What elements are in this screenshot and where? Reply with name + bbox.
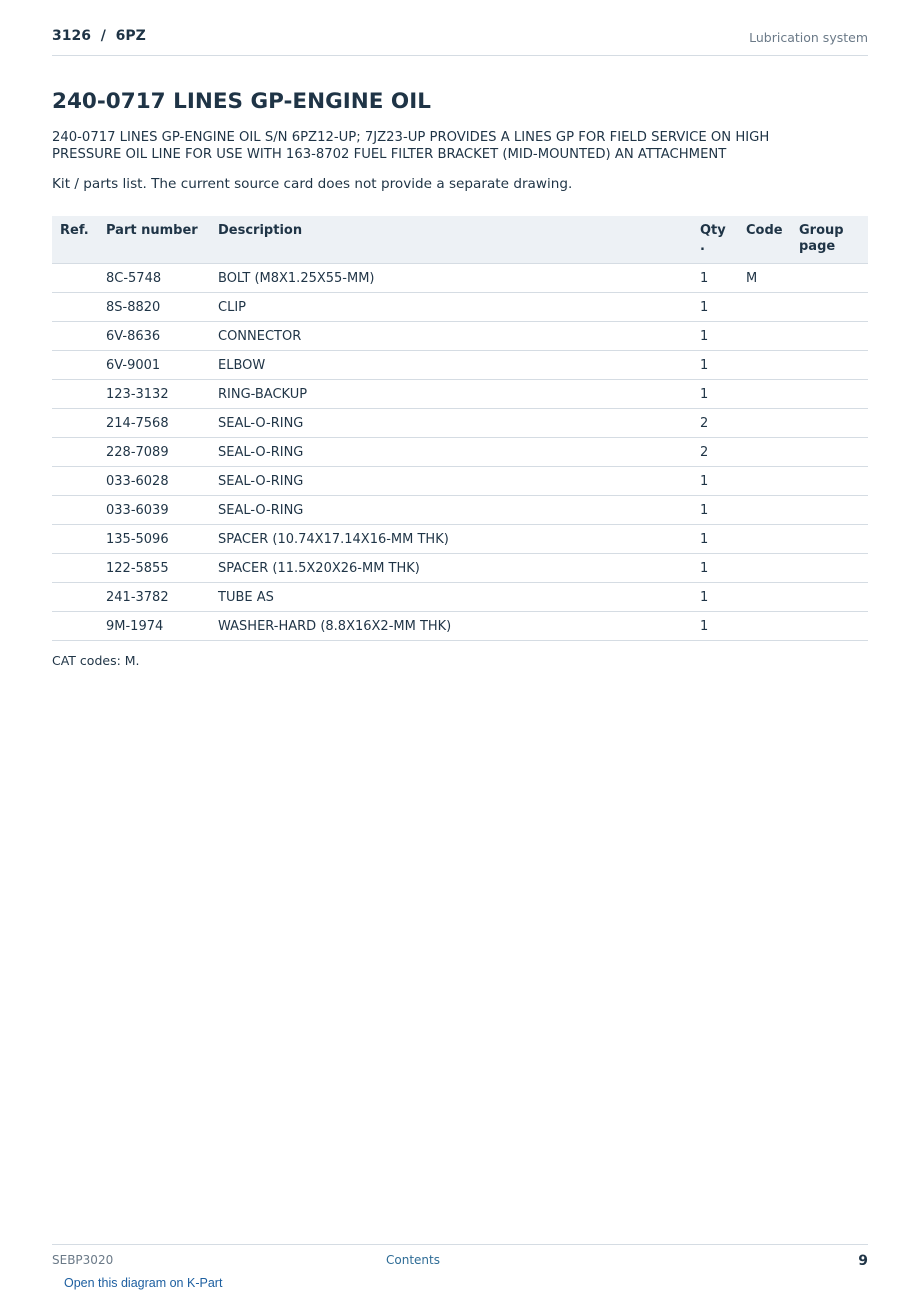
cell-group-page (791, 554, 868, 583)
cell-part-number: 033-6028 (98, 467, 210, 496)
cell-description: CONNECTOR (210, 322, 692, 351)
cell-description: SEAL-O-RING (210, 438, 692, 467)
cell-description: SEAL-O-RING (210, 496, 692, 525)
cell-qty: 1 (692, 554, 738, 583)
cell-part-number: 6V-9001 (98, 351, 210, 380)
table-row (52, 322, 868, 351)
table-row (52, 293, 868, 322)
cell-qty: 2 (692, 438, 738, 467)
cell-qty: 1 (692, 264, 738, 293)
cell-ref (52, 467, 98, 496)
cell-ref (52, 612, 98, 641)
parts-table (52, 216, 868, 641)
col-group-page-header: Group page (791, 216, 868, 264)
cell-description: SPACER (11.5X20X26-MM THK) (210, 554, 692, 583)
cell-ref (52, 264, 98, 293)
cat-codes-note: CAT codes: M. (52, 653, 140, 668)
cell-part-number: 033-6039 (98, 496, 210, 525)
cell-ref (52, 322, 98, 351)
cell-group-page (791, 380, 868, 409)
parts-table-body (52, 264, 868, 641)
cell-part-number: 122-5855 (98, 554, 210, 583)
cell-ref (52, 554, 98, 583)
col-qty-header: Qty . (692, 216, 738, 264)
cell-part-number: 241-3782 (98, 583, 210, 612)
cell-description: WASHER-HARD (8.8X16X2-MM THK) (210, 612, 692, 641)
open-kpart-link[interactable]: Open this diagram on K-Part (64, 1276, 223, 1290)
page-title: 240-0717 LINES GP-ENGINE OIL (52, 89, 431, 114)
col-description-header: Description (210, 216, 692, 264)
table-row (52, 612, 868, 641)
cell-part-number: 214-7568 (98, 409, 210, 438)
cell-group-page (791, 525, 868, 554)
contents-link[interactable]: Contents (386, 1253, 440, 1267)
cell-group-page (791, 264, 868, 293)
col-part-number-header: Part number (98, 216, 210, 264)
cell-part-number: 123-3132 (98, 380, 210, 409)
table-row (52, 525, 868, 554)
table-row (52, 554, 868, 583)
cell-code (738, 351, 791, 380)
cell-qty: 2 (692, 409, 738, 438)
cell-part-number: 8C-5748 (98, 264, 210, 293)
cell-code (738, 612, 791, 641)
cell-description: ELBOW (210, 351, 692, 380)
cell-code (738, 467, 791, 496)
cell-code (738, 525, 791, 554)
part-description: 240-0717 LINES GP-ENGINE OIL S/N 6PZ12-UP; 7JZ23-UP PROVIDES A LINES GP FOR FIELD SERVICE ON HIGH PRESSURE OIL LINE FOR USE WITH 163-8702 FUEL FILTER BRACKET (MID-MOUNTED) AN ATTACHMENT (52, 130, 770, 162)
table-row (52, 264, 868, 293)
cell-description: BOLT (M8X1.25X55-MM) (210, 264, 692, 293)
cell-ref (52, 409, 98, 438)
table-row (52, 351, 868, 380)
cell-part-number: 228-7089 (98, 438, 210, 467)
cell-qty: 1 (692, 525, 738, 554)
cell-part-number: 6V-8636 (98, 322, 210, 351)
cell-qty: 1 (692, 583, 738, 612)
cell-ref (52, 293, 98, 322)
cell-code (738, 554, 791, 583)
cell-qty: 1 (692, 322, 738, 351)
cell-description: SPACER (10.74X17.14X16-MM THK) (210, 525, 692, 554)
page-header (52, 28, 868, 56)
cell-code (738, 496, 791, 525)
cell-ref (52, 496, 98, 525)
col-code-header: Code (738, 216, 791, 264)
cell-description: CLIP (210, 293, 692, 322)
page-number: 9 (858, 1253, 868, 1269)
cell-description: TUBE AS (210, 583, 692, 612)
table-row (52, 583, 868, 612)
table-row (52, 380, 868, 409)
header-section: Lubrication system (749, 30, 868, 45)
cell-description: RING-BACKUP (210, 380, 692, 409)
cell-group-page (791, 467, 868, 496)
table-header-row (52, 216, 868, 264)
cell-code: M (738, 264, 791, 293)
cell-group-page (791, 438, 868, 467)
table-row (52, 467, 868, 496)
cell-group-page (791, 322, 868, 351)
cell-part-number: 9M-1974 (98, 612, 210, 641)
page-footer (52, 1244, 868, 1290)
cell-qty: 1 (692, 293, 738, 322)
cell-ref (52, 380, 98, 409)
cell-code (738, 583, 791, 612)
cell-group-page (791, 583, 868, 612)
table-row (52, 496, 868, 525)
cell-ref (52, 438, 98, 467)
cell-qty: 1 (692, 467, 738, 496)
cell-ref (52, 583, 98, 612)
table-row (52, 409, 868, 438)
cell-ref (52, 525, 98, 554)
cell-qty: 1 (692, 496, 738, 525)
cell-ref (52, 351, 98, 380)
cell-part-number: 8S-8820 (98, 293, 210, 322)
table-row (52, 438, 868, 467)
cell-group-page (791, 409, 868, 438)
source-note: Kit / parts list. The current source card does not provide a separate drawing. (52, 176, 573, 192)
cell-description: SEAL-O-RING (210, 467, 692, 496)
col-ref-header: Ref. (52, 216, 98, 264)
footer-doc-id: SEBP3020 (52, 1253, 114, 1267)
cell-part-number: 135-5096 (98, 525, 210, 554)
cell-description: SEAL-O-RING (210, 409, 692, 438)
cell-group-page (791, 293, 868, 322)
cell-qty: 1 (692, 612, 738, 641)
page (52, 0, 868, 1300)
cell-group-page (791, 496, 868, 525)
cell-code (738, 322, 791, 351)
cell-code (738, 293, 791, 322)
cell-code (738, 409, 791, 438)
cell-code (738, 380, 791, 409)
cell-qty: 1 (692, 380, 738, 409)
header-model: 3126 / 6PZ (52, 28, 146, 44)
cell-code (738, 438, 791, 467)
cell-group-page (791, 612, 868, 641)
cell-qty: 1 (692, 351, 738, 380)
cell-group-page (791, 351, 868, 380)
